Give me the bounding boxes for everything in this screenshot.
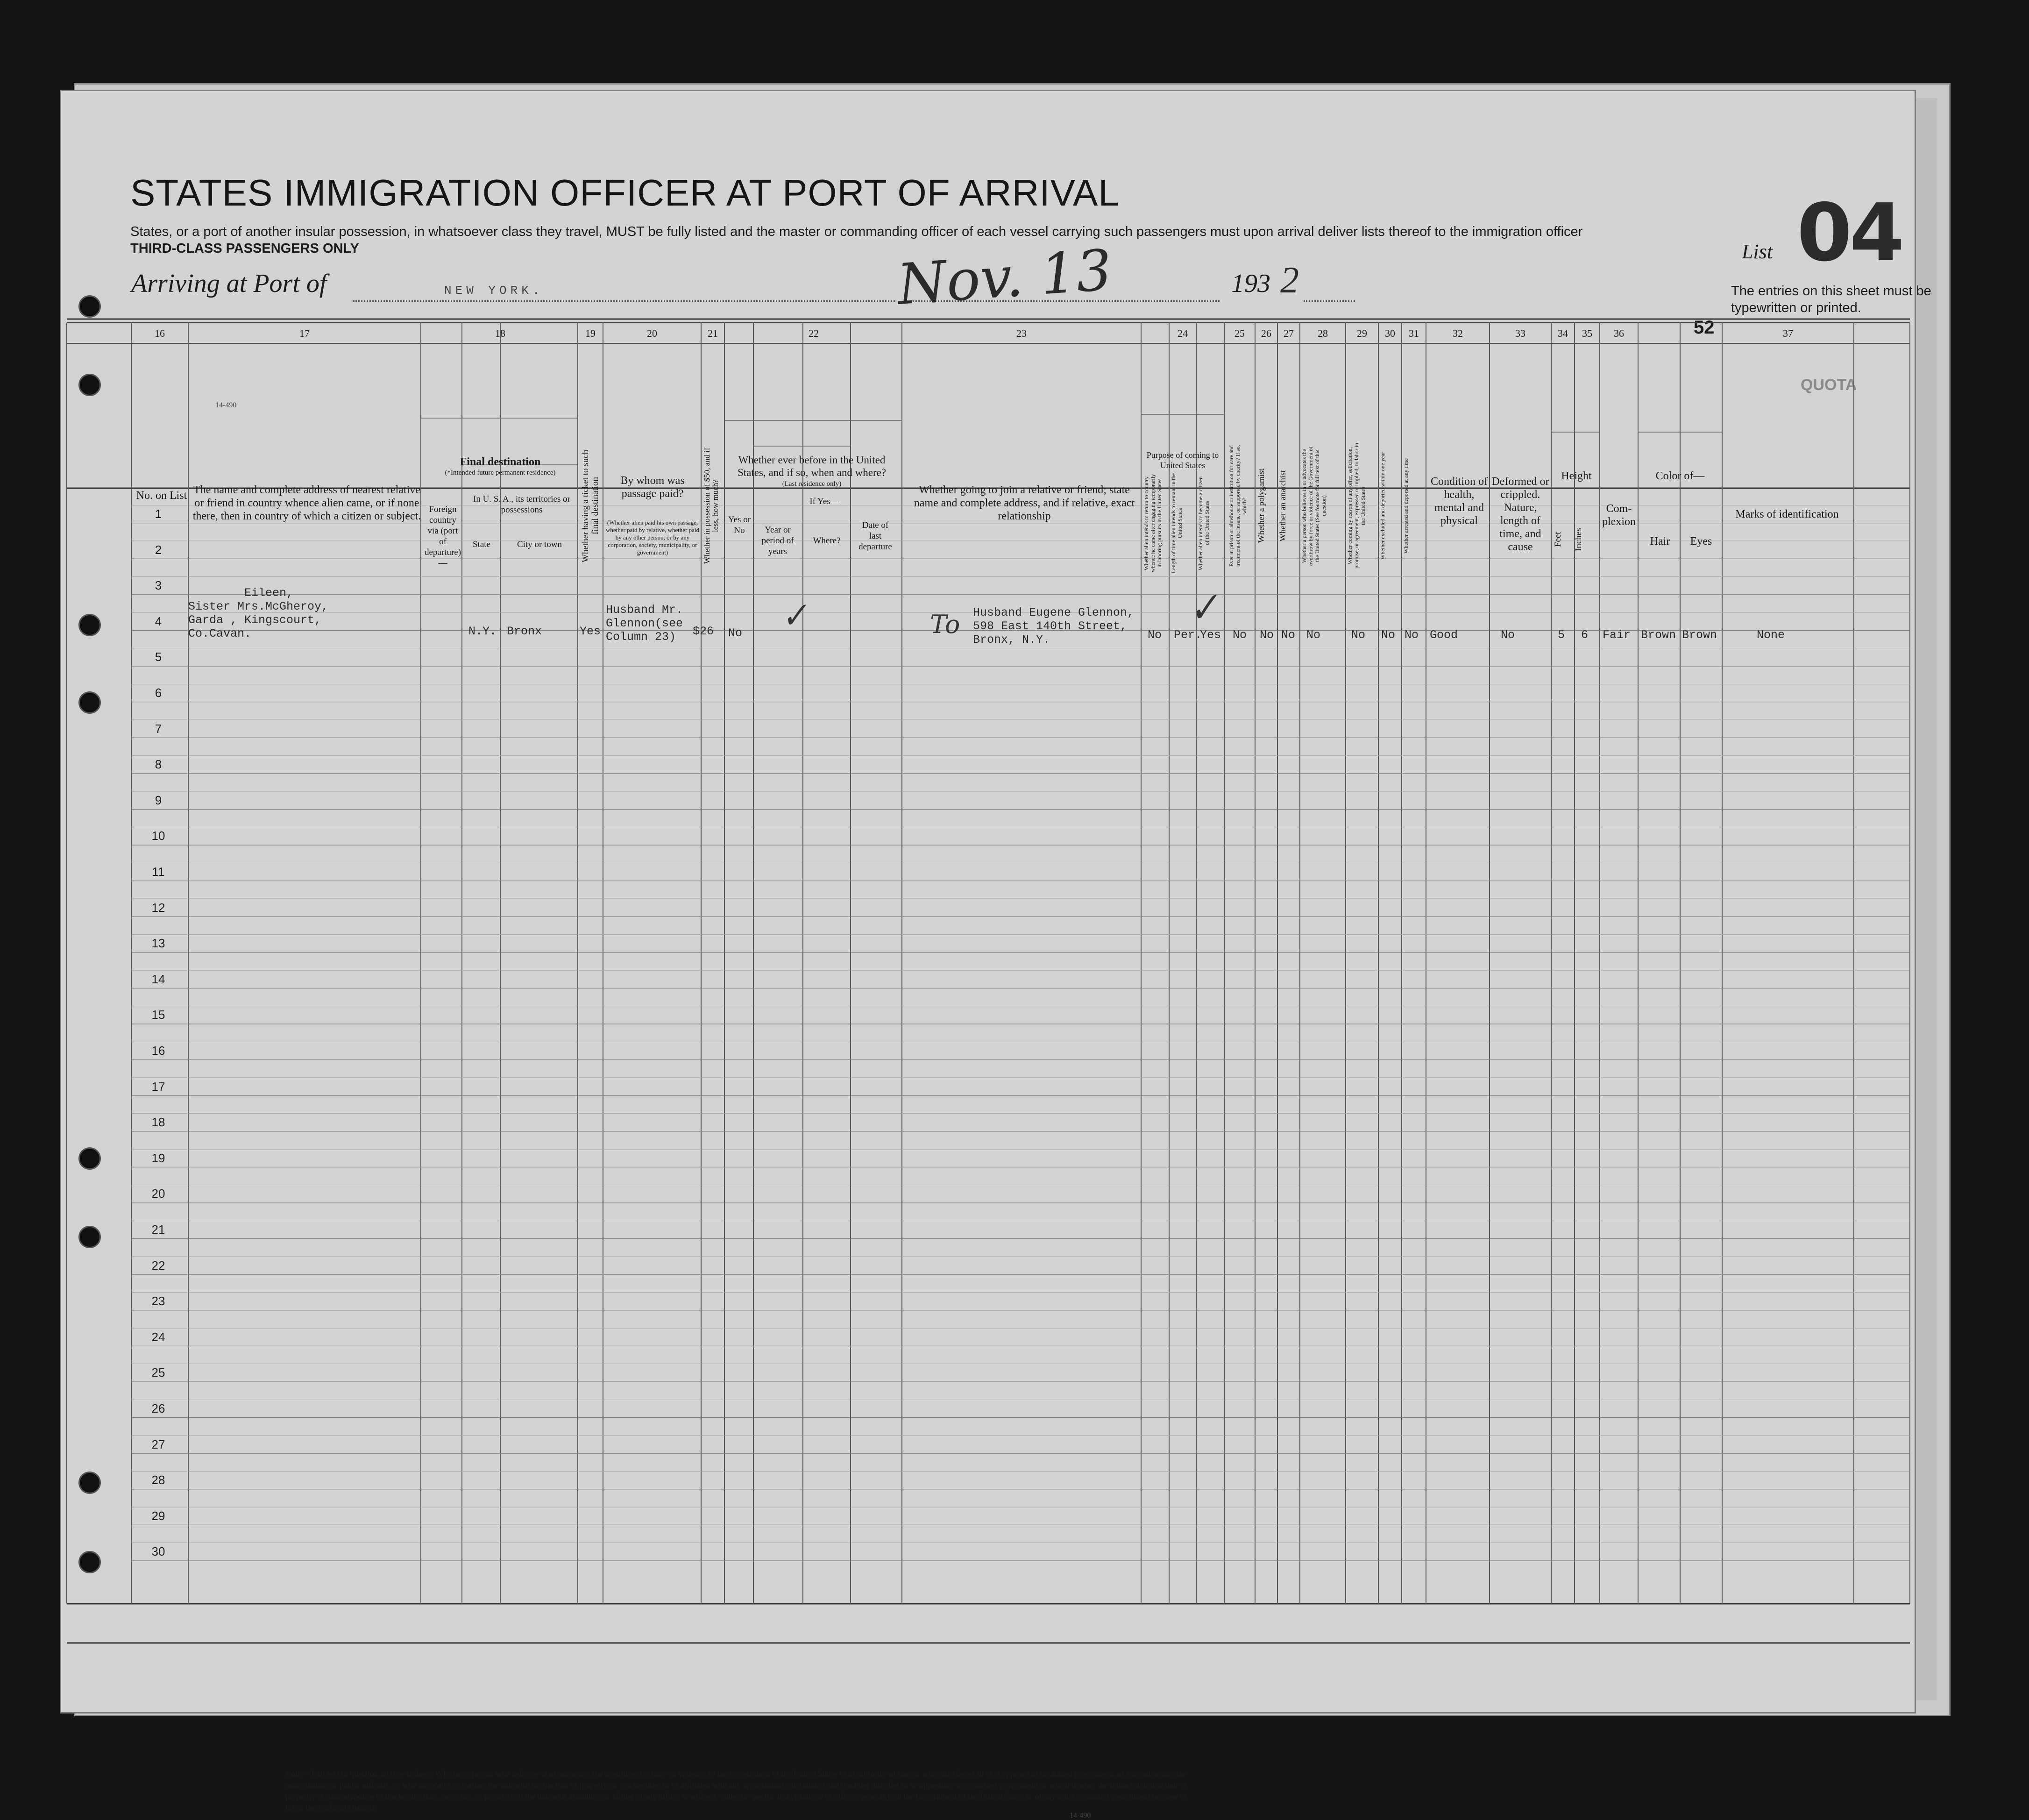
binder-hole [78, 1472, 101, 1494]
row-number: 9 [155, 793, 162, 807]
header-money: Whether in possession of $50, and if less, how much? [702, 448, 720, 564]
column-number: 28 [1318, 327, 1328, 339]
column-number: 30 [1385, 327, 1395, 339]
header-eyes: Eyes [1690, 535, 1712, 547]
entry-1-relative-line-4: Co.Cavan. [188, 627, 252, 640]
header-prison: Ever in prison or almshouse or institution for care and treatment of the insane, or supported by charity? If so, which? [1228, 445, 1248, 567]
header-final-destination: Final destination [460, 456, 541, 468]
entry-1-labor-offer: No [1351, 628, 1366, 642]
port-value: NEW YORK. [444, 284, 544, 298]
binder-hole [78, 614, 101, 636]
column-number: 25 [1234, 327, 1245, 339]
row-number: 14 [151, 972, 165, 986]
header-identification: Marks of identification [1735, 508, 1839, 520]
column-number: 34 [1558, 327, 1568, 339]
column-number: 33 [1515, 327, 1525, 339]
header-color-of: Color of— [1655, 470, 1705, 482]
entry-1-c23-handwritten: To [930, 610, 960, 639]
row-number: 13 [151, 936, 165, 951]
arriving-label: Arriving at Port of [131, 269, 327, 298]
column-number: 22 [809, 327, 819, 339]
form-code: 14-490 [215, 401, 237, 409]
header-health: Condition of health, mental and physical [1430, 476, 1488, 527]
entry-1-prison: No [1233, 628, 1247, 642]
row-number: 4 [155, 614, 162, 628]
header-feet: Feet [1553, 532, 1563, 547]
entry-1-relative-line-2: Sister Mrs.McGheroy, [188, 600, 329, 613]
row-number: 17 [151, 1079, 165, 1094]
binder-hole [78, 1147, 101, 1170]
column-number: 37 [1783, 327, 1793, 339]
column-number: 18 [495, 327, 505, 339]
header-foreign-country: Foreign country via (port of departure)— [424, 505, 461, 568]
row-number: 5 [155, 650, 162, 664]
row-number: 1 [155, 507, 162, 521]
column-number: 21 [708, 327, 718, 339]
header-purpose-citizen: Whether alien intends to become a citizen of the United States [1197, 476, 1210, 570]
row-number: 24 [151, 1329, 165, 1344]
list-number: 04 [1797, 187, 1902, 279]
column-number: 19 [585, 327, 596, 339]
header-state: State [473, 540, 490, 549]
footnote: Note.—Full text of question 28 is as follows: Whether a person who believes in or advocates the overthrow by force or violence of the Government of the United States or of all forms of law, or who disbelieves in or is opposed to organized government, or who advocates the assassination of public officials, or who advocates or teaches the unlawful destruction of property, or is a member of or affiliated with any organization entertaining and teaching disbelief in or opposition to organized government or which teaches the unlawful destruction of property, or who advocates or teaches the duty, necessity, or propriety of the unlawful assaulting or killing of any officer or officers, either of specific individuals or of officers generally, of the Government of the United States or of any other organized government because of his or their official character. [285, 1769, 1187, 1812]
header-excluded: Whether excluded and deported within one year [1379, 452, 1386, 560]
header-if-yes: If Yes— [809, 497, 839, 506]
entry-1-state: N.Y. [468, 625, 497, 638]
header-purpose: Purpose of coming to United States [1146, 450, 1219, 470]
header-passage-paid-sub: (Whether alien paid his own passage, whether paid by relative, whether paid by any other person, or by any corporation, society, municipality, or government) [606, 519, 699, 556]
row-number: 26 [151, 1401, 165, 1415]
column-number: 36 [1614, 327, 1624, 339]
entry-1-deformed: No [1501, 628, 1515, 642]
row-number: 15 [151, 1008, 165, 1022]
row-number: 6 [155, 686, 162, 700]
footer-code: 14-490 [1070, 1812, 1091, 1820]
header-hair: Hair [1650, 535, 1670, 547]
column-number: 23 [1016, 327, 1027, 339]
header-ticket: Whether having a ticket to such final destination [581, 449, 600, 562]
header-polygamist: Whether a polygamist [1256, 469, 1266, 543]
entry-1-c22-handmark: ✓ [778, 595, 811, 637]
column-number: 35 [1582, 327, 1592, 339]
entry-1-money: $26 [693, 625, 714, 638]
row-number: 20 [151, 1187, 165, 1201]
header-final-destination-sub: (*Intended future permanent residence) [445, 469, 556, 476]
entry-1-city: Bronx [507, 625, 542, 638]
year-prefix: 193 [1231, 269, 1270, 298]
header-inches: Inches [1574, 528, 1583, 551]
row-number: 25 [151, 1365, 165, 1380]
entry-1-joining-line-1: Husband Eugene Glennon, [973, 606, 1135, 619]
entry-1-hair: Brown [1641, 628, 1676, 642]
entry-1-polygamist: No [1260, 628, 1274, 642]
binder-hole [78, 295, 101, 318]
entry-1-purpose-return: No [1148, 628, 1162, 642]
column-number: 32 [1453, 327, 1463, 339]
header-yes-no: Yes or No [728, 515, 751, 535]
entry-1-paid-by-line-2: Glennon(see [606, 617, 683, 630]
row-number: 22 [151, 1258, 165, 1273]
header-labor-offer: Whether coming by reason of any offer, solicitation, promise, or agreement, expressed or implied, to labor in the United States [1347, 443, 1366, 569]
entry-1-joining-line-2: 598 East 140th Street, [973, 619, 1128, 633]
column-number: 26 [1261, 327, 1271, 339]
entry-1-paid-by-line-3: Column 23) [606, 630, 676, 644]
header-overthrow: Whether a person who believes in or advocates the overthrow by force or violence of the Government of the United States (See footnote for full text of this question) [1301, 446, 1327, 566]
arrival-date-handwritten: Nov. 13 [895, 238, 1114, 318]
row-number: 23 [151, 1294, 165, 1308]
entry-1-complexion: Fair [1603, 628, 1631, 642]
year-handwritten: 2 [1280, 260, 1299, 301]
header-joining-relative: Whether going to join a relative or friend; state name and complete address, and if relative, exact relationship [914, 484, 1135, 522]
column-number: 24 [1178, 327, 1188, 339]
header-where: Where? [813, 536, 841, 546]
header-relative-address: The name and complete address of nearest relative or friend in country whence alien came, or if none there, then in country of which a citizen or subject. [192, 484, 421, 522]
entry-1-relative-line-3: Garda , Kingscourt, [188, 613, 322, 627]
header-deformed: Deformed or crippled. Nature, length of time, and cause [1491, 476, 1549, 553]
entry-1-purpose-citizen: Yes [1200, 628, 1221, 642]
header-deported: Whether arrested and deported at any time [1403, 458, 1409, 554]
entry-1-anarchist: No [1281, 628, 1296, 642]
row-number: 16 [151, 1044, 165, 1058]
entry-1-been-before: No [728, 626, 743, 640]
column-number: 17 [299, 327, 310, 339]
row-number: 3 [155, 578, 162, 593]
header-ever-before: Whether ever before in the United States, and if so, when and where? [737, 454, 887, 478]
entry-1-relative-line-1: Eileen, [244, 586, 294, 600]
header-passage-paid: By whom was passage paid? [620, 475, 685, 500]
header-purpose-length: Length of time alien intends to remain in the United States [1170, 473, 1183, 573]
quota-stamp: QUOTA [1801, 376, 1857, 394]
entry-1-marks: None [1757, 628, 1785, 642]
row-number: 11 [152, 865, 165, 879]
header-last-departure: Date of last departure [858, 520, 892, 552]
header-no-on-list: No. on List [136, 490, 187, 502]
header-purpose-return: Whether alien intends to return to country whence he came after engaging temporarily in laboring pursuits in the United States [1143, 474, 1163, 573]
entry-1-ticket: Yes [580, 625, 601, 638]
row-number: 30 [151, 1544, 165, 1559]
binder-hole [78, 691, 101, 714]
entry-1-health: Good [1430, 628, 1458, 642]
header-ever-before-sub: (Last residence only) [782, 480, 842, 488]
manifest-sheet [60, 90, 1931, 1812]
header-year-period: Year or period of years [761, 525, 794, 556]
entries-note: The entries on this sheet must be typewritten or printed. [1731, 284, 1931, 315]
header-anarchist: Whether an anarchist [1278, 470, 1287, 542]
row-number: 8 [155, 757, 162, 772]
row-number: 10 [151, 829, 165, 843]
binder-hole [78, 374, 101, 396]
header-in-usa: In U. S. A., its territories or possessions [473, 494, 570, 515]
entry-1-paid-by-line-1: Husband Mr. [606, 603, 683, 617]
column-number: 16 [155, 327, 165, 339]
row-number: 21 [151, 1223, 165, 1237]
row-number: 29 [151, 1508, 165, 1523]
header-complexion: Com-plexion [1602, 503, 1636, 528]
binder-hole [78, 1551, 101, 1573]
row-number: 2 [155, 542, 162, 557]
row-number: 27 [151, 1437, 165, 1451]
row-number: 12 [151, 900, 165, 915]
instruction-line-1: States, or a port of another insular possession, in whatsoever class they travel, MUST be fully listed and the master or commanding officer of each vessel carrying such passengers must upon arrival deliver lists thereof to the immigration officer [130, 224, 1583, 239]
entry-1-deported: No [1405, 628, 1419, 642]
entry-1-feet: 5 [1558, 628, 1565, 642]
entry-1-eyes: Brown [1682, 628, 1717, 642]
row-number: 28 [151, 1473, 165, 1487]
row-number: 18 [151, 1115, 165, 1130]
column-number: 31 [1409, 327, 1419, 339]
entry-1-c24-handmark: ✓ [1184, 583, 1223, 633]
header-city: City or town [517, 540, 562, 549]
entry-1-joining-line-3: Bronx, N.Y. [973, 633, 1050, 647]
entry-1-overthrow: No [1306, 628, 1321, 642]
list-label: List [1742, 240, 1773, 263]
row-number: 19 [151, 1151, 165, 1165]
column-number: 27 [1284, 327, 1294, 339]
column-number: 29 [1357, 327, 1367, 339]
entry-1-excluded: No [1381, 628, 1396, 642]
entry-1-purpose-length: Per. [1174, 628, 1202, 642]
instruction-line-2: THIRD-CLASS PASSENGERS ONLY [130, 241, 359, 256]
entry-1-inches: 6 [1581, 628, 1589, 642]
column-number: 20 [647, 327, 657, 339]
binder-hole [78, 1226, 101, 1248]
header-height: Height [1561, 470, 1592, 482]
row-number: 7 [155, 721, 162, 736]
sheet-number: 52 [1694, 317, 1715, 338]
page-title: STATES IMMIGRATION OFFICER AT PORT OF ARRIVAL [130, 172, 1120, 213]
